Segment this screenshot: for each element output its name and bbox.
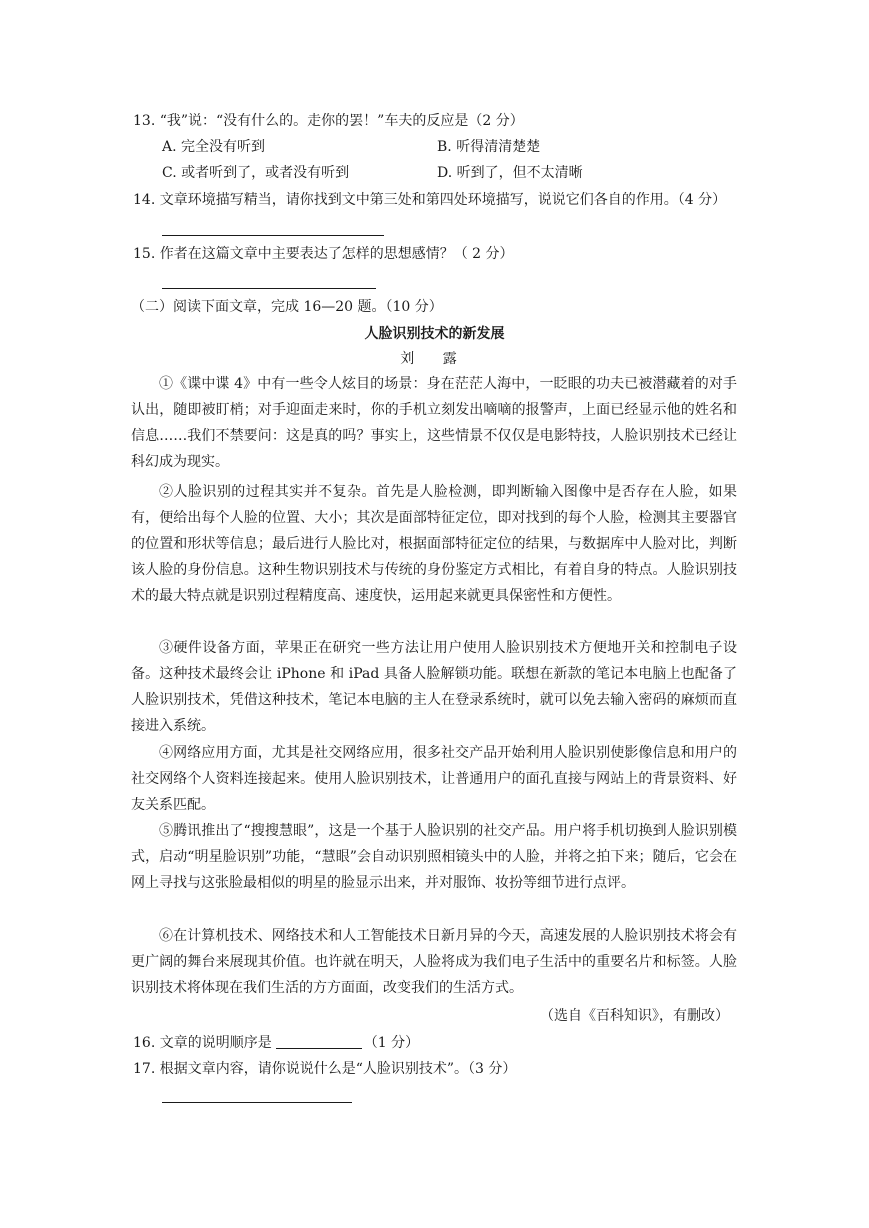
article-paragraph-6: ⑥在计算机技术、网络技术和人工智能技术日新月异的今天，高速发展的人脸识别技术将会有更广阔的舞台来展现其价值。也许就在明天，人脸将成为我们电子生活中的重要名片和标签。人脸识别技术将体现在我们生活的方方面面，改变我们的生活方式。: [131, 928, 737, 996]
q13-option-c: C. 或者听到了，或者没有听到: [162, 165, 350, 181]
article-paragraph-1: ①《谍中谍 4》中有一些令人炫目的场景：身在茫茫人海中，一眨眼的功夫已被潜藏着的对手认出，随即被盯梢；对手迎面走来时，你的手机立刻发出嘀嘀的报警声，上面已经显示他的姓名和信息……我们不禁要问：这是真的吗？事实上，这些情景不仅仅是电影特技，人脸识别技术已经让科幻成为现实。: [131, 376, 737, 470]
article-author: 刘 露: [400, 351, 469, 367]
article-paragraph-4: ④网络应用方面，尤其是社交网络应用，很多社交产品开始利用人脸识别使影像信息和用户的社交网络个人资料连接起来。使用人脸识别技术，让普通用户的面孔直接与网站上的背景资料、好友关系匹配。: [131, 745, 737, 813]
q13-option-a: A. 完全没有听到: [162, 139, 266, 155]
q14-answer-line: [162, 235, 384, 236]
q16-answer-blank: [276, 1034, 362, 1049]
section-2-heading: （二）阅读下面文章，完成 16—20 题。（10 分）: [131, 299, 443, 315]
question-16-suffix: （1 分）: [363, 1035, 420, 1051]
q13-option-b: B. 听得清清楚楚: [437, 139, 541, 155]
question-15-stem: 15. 作者在这篇文章中主要表达了怎样的思想感情？（ 2 分）: [133, 246, 514, 262]
question-17-stem: 17. 根据文章内容，请你说说什么是“人脸识别技术”。（3 分）: [133, 1061, 517, 1077]
article-title: 人脸识别技术的新发展: [364, 326, 505, 342]
question-16: [133, 1034, 419, 1052]
question-13-stem: 13. “我”说：“没有什么的。走你的罢！”车夫的反应是（2 分）: [133, 113, 524, 129]
q17-answer-line: [162, 1102, 352, 1103]
article-paragraph-2: ②人脸识别的过程其实并不复杂。首先是人脸检测，即判断输入图像中是否存在人脸，如果有，便给出每个人脸的位置、大小；其次是面部特征定位，即对找到的每个人脸，检测其主要器官的位置和形状等信息；最后进行人脸比对，根据面部特征定位的结果，与数据库中人脸对比，判断该人脸的身份信息。这种生物识别技术与传统的身份鉴定方式相比，有着自身的特点。人脸识别技术的最大特点就是识别过程精度高、速度快，运用起来就更具保密性和方便性。: [131, 484, 737, 604]
article-paragraph-3: ③硬件设备方面，苹果正在研究一些方法让用户使用人脸识别技术方便地开关和控制电子设备。这种技术最终会让 iPhone 和 iPad 具备人脸解锁功能。联想在新款的笔记本电脑上也配备了人脸识别技术，凭借这种技术，笔记本电脑的主人在登录系统时，就可以免去输入密码的麻烦而直接进入系统。: [131, 640, 737, 734]
question-16-prefix: 16. 文章的说明顺序是: [133, 1035, 272, 1051]
q15-answer-line: [162, 288, 376, 289]
article-paragraph-5: ⑤腾讯推出了“搜搜慧眼”，这是一个基于人脸识别的社交产品。用户将手机切换到人脸识别模式，启动“明星脸识别”功能，“慧眼”会自动识别照相镜头中的人脸，并将之拍下来；随后，它会在网上寻找与这张脸最相似的明星的脸显示出来，并对服饰、妆扮等细节进行点评。: [131, 823, 737, 891]
article-source: （选自《百科知识》，有删改）: [540, 1008, 729, 1024]
q13-option-d: D. 听到了，但不太清晰: [437, 165, 583, 181]
question-14-stem: 14. 文章环境描写精当，请你找到文中第三处和第四处环境描写，说说它们各自的作用。（4 分）: [133, 192, 727, 208]
